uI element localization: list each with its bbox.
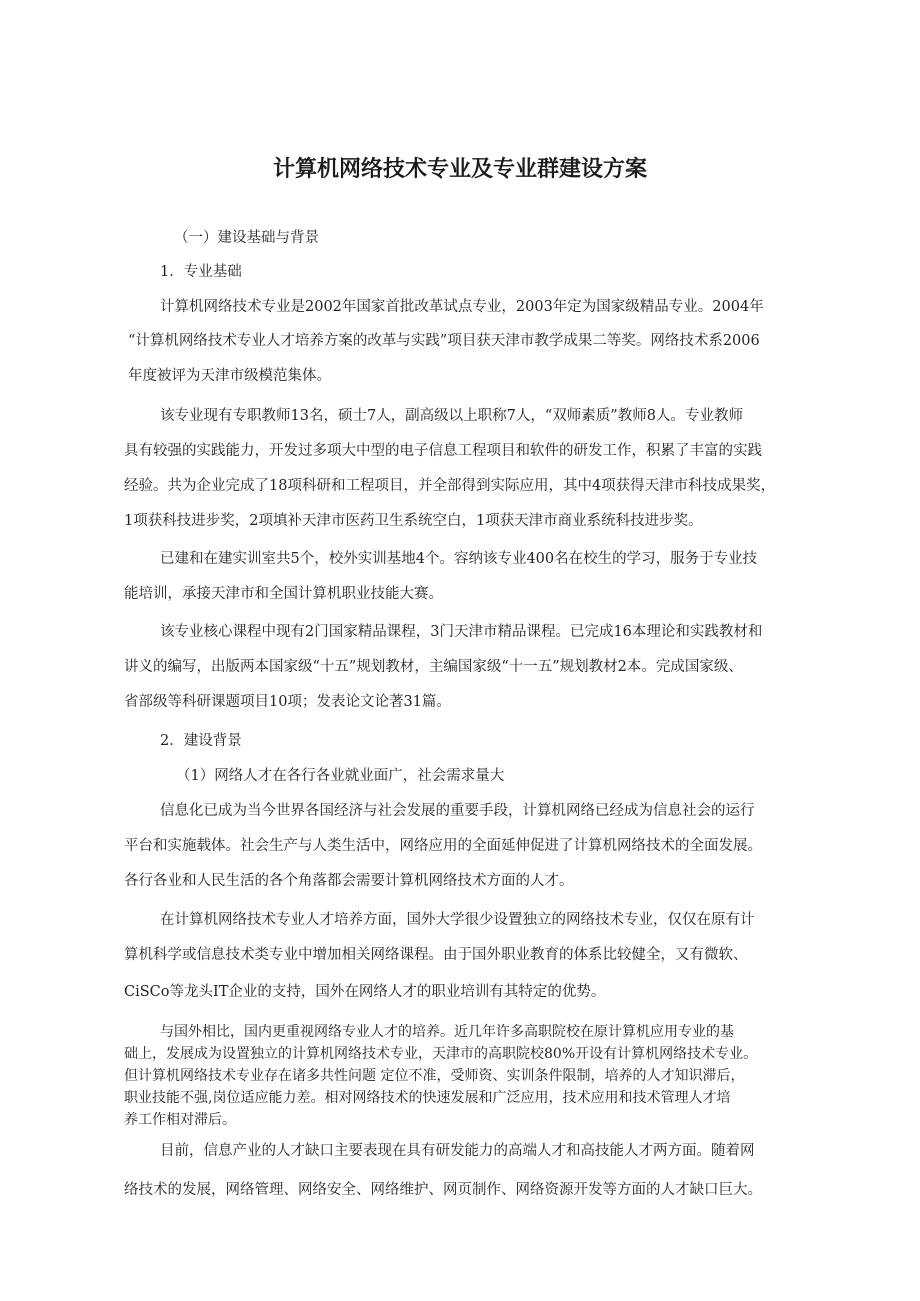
paragraph-line: 经验。共为企业完成了18项科研和工程项目，并全部得到实际应用，其中4项获得天津市科技成果奖，	[124, 478, 776, 494]
paragraph-line: 与国外相比，国内更重视网络专业人才的培养。近几年许多高职院校在原计算机应用专业的基	[160, 1024, 734, 1040]
paragraph-line: 算机科学或信息技术类专业中增加相关网络课程。由于国外职业教育的体系比较健全，又有微软、	[124, 947, 748, 963]
paragraph-line: 各行各业和人民生活的各个角落都会需要计算机网络技术方面的人才。	[124, 873, 574, 889]
paragraph-line: 计算机网络技术专业是2002年国家首批改革试点专业，2003年定为国家级精品专业。2004年	[160, 299, 764, 315]
paragraph-line: 能培训，承接天津市和全国计算机职业技能大赛。	[124, 586, 443, 602]
paragraph-line: 具有较强的实践能力，开发过多项大中型的电子信息工程项目和软件的研发工作，积累了丰富的实践	[124, 443, 762, 459]
paragraph-line: 但计算机网络技术专业存在诸多共性问题 定位不准，受师资、实训条件限制，培养的人才知识滞后，	[124, 1068, 745, 1084]
paragraph-line: 已建和在建实训室共5个，校外实训基地4个。容纳该专业400名在校生的学习，服务于专业技	[160, 551, 758, 567]
paragraph-line: “计算机网络技术专业人才培养方案的改革与实践”项目获天津市教学成果二等奖。网络技术系2006	[128, 333, 760, 349]
paragraph-line: 该专业现有专职教师13名，硕士7人，副高级以上职称7人，“双师素质”教师8人。专业教师	[160, 408, 743, 424]
section-heading-1: （一）建设基础与背景	[174, 230, 319, 246]
paragraph-line: 1项获科技进步奖，2项填补天津市医药卫生系统空白，1项获天津市商业系统科技进步奖。	[124, 513, 703, 529]
paragraph-line: 省部级等科研课题项目10项；发表论文论著31篇。	[124, 694, 451, 710]
paragraph-line: 养工作相对滞后。	[124, 1112, 236, 1128]
paragraph-line: 络技术的发展，网络管理、网络安全、网络维护、网页制作、网络资源开发等方面的人才缺口巨大。	[124, 1182, 762, 1198]
subsection-heading-2: 2．建设背景	[160, 733, 242, 749]
paragraph-line: 该专业核心课程中现有2门国家精品课程，3门天津市精品课程。已完成16本理论和实践教材和	[160, 624, 763, 640]
paragraph-line: 在计算机网络技术专业人才培养方面，国外大学很少设置独立的网络技术专业，仅仅在原有计	[160, 912, 755, 928]
paragraph-line: 平台和实施载体。社会生产与人类生活中，网络应用的全面延伸促进了计算机网络技术的全面发展。	[124, 838, 762, 854]
paragraph-line: 年度被评为天津市级模范集体。	[128, 368, 331, 384]
paragraph-line: 职业技能不强,岗位适应能力差。相对网络技术的快速发展和广泛应用，技术应用和技术管理人才培	[124, 1090, 731, 1106]
paragraph-line: CiSCo等龙头IT企业的支持，国外在网络人才的职业培训有其特定的优势。	[124, 984, 606, 1000]
paragraph-line: 目前，信息产业的人才缺口主要表现在具有研发能力的高端人才和高技能人才两方面。随着网	[160, 1143, 755, 1159]
paragraph-line: 讲义的编写，出版两本国家级“十五”规划教材，主编国家级“十一五”规划教材2本。完成国家级、	[124, 659, 743, 675]
paragraph-line: 础上，发展成为设置独立的计算机网络技术专业，天津市的高职院校80%开设有计算机网络技术专业。	[124, 1046, 758, 1062]
subsection-heading-1: 1．专业基础	[160, 264, 242, 280]
subsubsection-heading: （1）网络人才在各行各业就业面广，社会需求量大	[176, 768, 505, 784]
document-title: 计算机网络技术专业及专业群建设方案	[272, 157, 647, 182]
paragraph-line: 信息化已成为当今世界各国经济与社会发展的重要手段，计算机网络已经成为信息社会的运行	[160, 803, 755, 819]
